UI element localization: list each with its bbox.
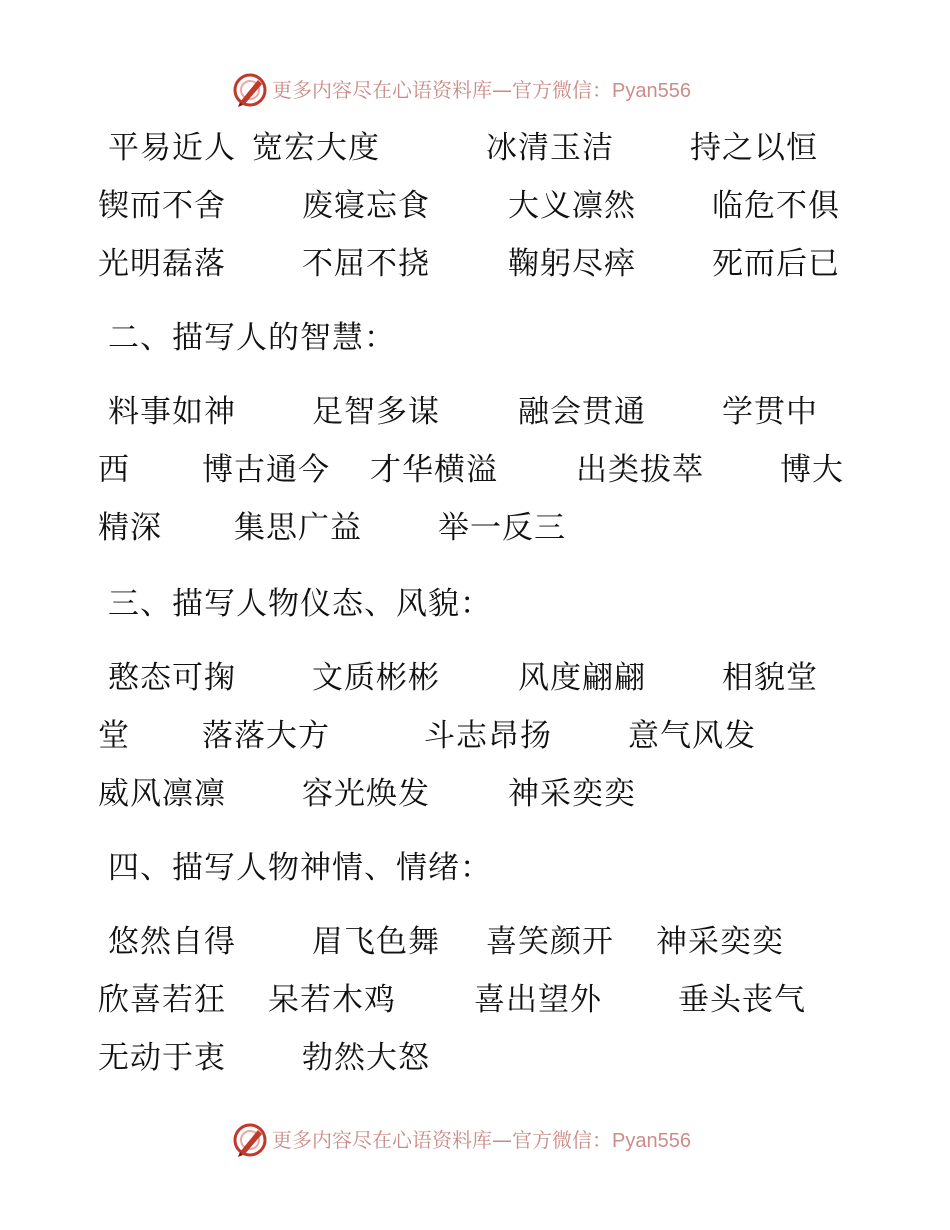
header-banner — [0, 70, 950, 110]
banner-site-text: 更多内容尽在心语资料库—官方微信： — [272, 78, 612, 102]
idiom-term: 足智多谋 — [312, 394, 440, 430]
footer-banner — [0, 1120, 950, 1160]
banner-site-text: 更多内容尽在心语资料库—官方微信： — [272, 1128, 612, 1152]
idiom-term: 废寝忘食 — [302, 188, 430, 224]
idiom-term: 举一反三 — [438, 510, 566, 546]
idiom-term: 大义凛然 — [508, 188, 636, 224]
idiom-term: 悠然自得 — [108, 924, 236, 960]
idiom-term: 宽宏大度 — [252, 130, 380, 166]
idiom-term: 才华横溢 — [370, 452, 498, 488]
idiom-term: 光明磊落 — [98, 246, 226, 282]
idiom-term: 死而后已 — [712, 246, 840, 282]
idiom-term: 精深 — [98, 510, 162, 546]
idiom-term: 学贯中 — [722, 394, 818, 430]
idiom-term: 不屈不挠 — [302, 246, 430, 282]
banner-text — [272, 78, 691, 103]
idiom-term: 喜笑颜开 — [486, 924, 614, 960]
idiom-term: 风度翩翩 — [518, 660, 646, 696]
idiom-term: 料事如神 — [108, 394, 236, 430]
section4-heading: 四、描写人物神情、情绪： — [108, 850, 492, 886]
idiom-term: 呆若木鸡 — [268, 982, 396, 1018]
banner-handle: Pyan556 — [612, 1130, 691, 1152]
pen-logo-icon — [232, 1122, 268, 1158]
idiom-term: 集思广益 — [234, 510, 362, 546]
idiom-term: 博古通今 — [202, 452, 330, 488]
idiom-term: 无动于衷 — [98, 1040, 226, 1076]
idiom-term: 神采奕奕 — [508, 776, 636, 812]
banner-handle: Pyan556 — [612, 80, 691, 102]
idiom-term: 博大 — [780, 452, 844, 488]
idiom-term: 憨态可掬 — [108, 660, 236, 696]
idiom-term: 意气风发 — [628, 718, 756, 754]
idiom-term: 融会贯通 — [518, 394, 646, 430]
idiom-term: 喜出望外 — [474, 982, 602, 1018]
idiom-term: 冰清玉洁 — [486, 130, 614, 166]
idiom-term: 文质彬彬 — [312, 660, 440, 696]
idiom-term: 锲而不舍 — [98, 188, 226, 224]
idiom-term: 临危不俱 — [712, 188, 840, 224]
banner-text — [272, 1128, 691, 1153]
section3-heading: 三、描写人物仪态、风貌： — [108, 586, 492, 622]
idiom-term: 平易近人 — [108, 130, 236, 166]
idiom-term: 落落大方 — [202, 718, 330, 754]
idiom-term: 容光焕发 — [302, 776, 430, 812]
idiom-term: 出类拔萃 — [576, 452, 704, 488]
idiom-term: 威风凛凛 — [98, 776, 226, 812]
idiom-term: 相貌堂 — [722, 660, 818, 696]
section2-heading: 二、描写人的智慧： — [108, 320, 396, 356]
pen-logo-icon — [232, 72, 268, 108]
idiom-term: 持之以恒 — [690, 130, 818, 166]
idiom-term: 垂头丧气 — [678, 982, 806, 1018]
idiom-term: 欣喜若狂 — [98, 982, 226, 1018]
idiom-term: 勃然大怒 — [302, 1040, 430, 1076]
idiom-term: 堂 — [98, 718, 130, 754]
idiom-term: 神采奕奕 — [656, 924, 784, 960]
idiom-term: 斗志昂扬 — [424, 718, 552, 754]
idiom-term: 鞠躬尽瘁 — [508, 246, 636, 282]
idiom-term: 眉飞色舞 — [312, 924, 440, 960]
idiom-term: 西 — [98, 452, 130, 488]
